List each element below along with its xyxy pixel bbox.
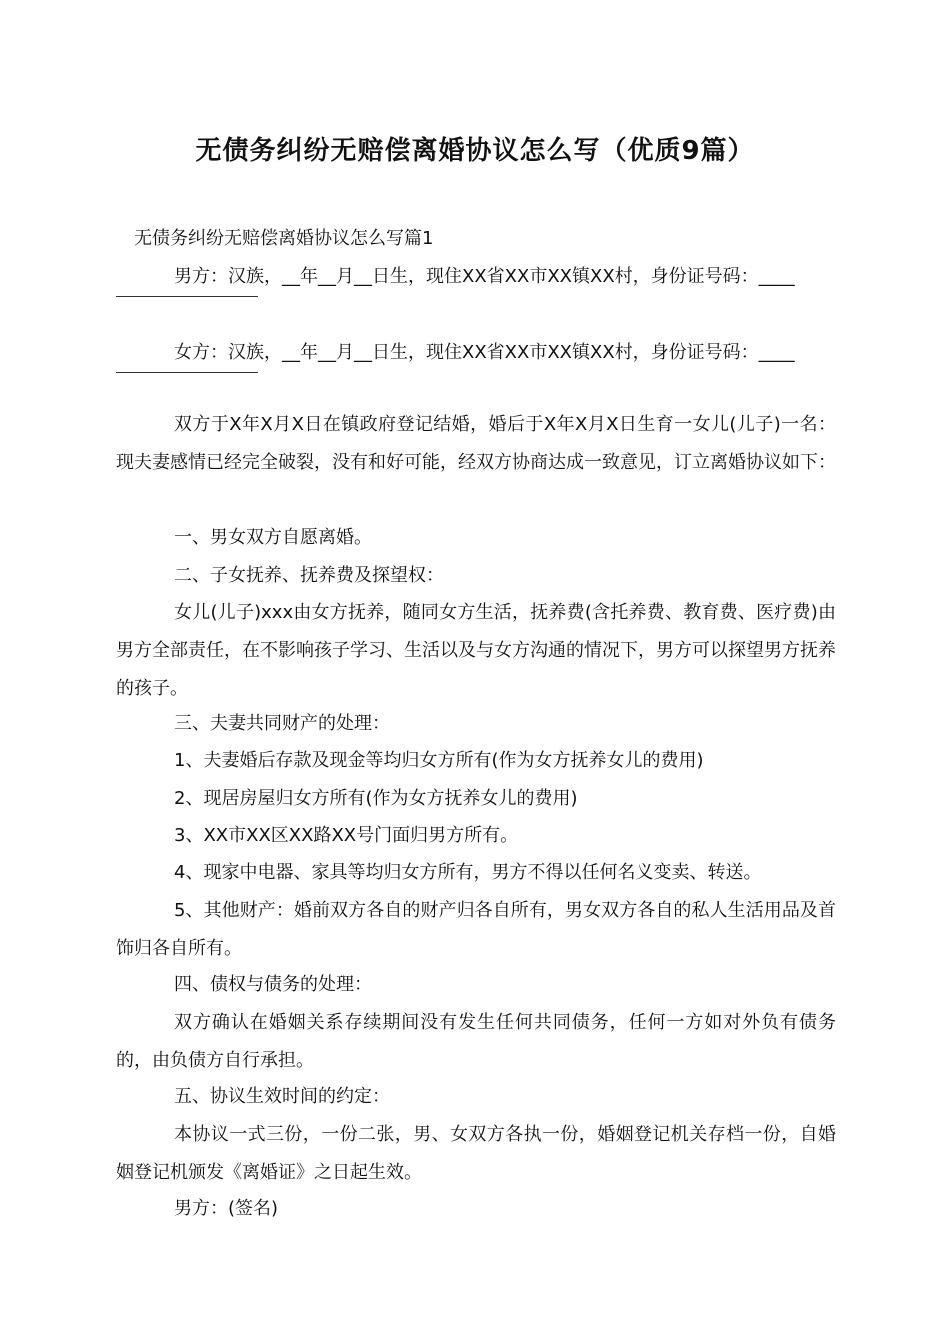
male-info-line: 男方：汉族，__年__月__日生，现住XX省XX市XX镇XX村，身份证号码：____ xyxy=(174,266,795,287)
clause-3-item-2: 2、现居房屋归女方所有(作为女方抚养女儿的费用) xyxy=(174,788,578,809)
clause-1: 一、男女双方自愿离婚。 xyxy=(174,527,372,548)
female-info-block xyxy=(116,334,836,373)
female-id-underline xyxy=(116,372,258,373)
clause-4-body: 双方确认在婚姻关系存续期间没有发生任何共同债务，任何一方如对外负有债务的，由负债方自行承担。 xyxy=(116,1012,836,1071)
clause-5-heading: 五、协议生效时间的约定： xyxy=(174,1086,390,1107)
female-info-line: 女方：汉族，__年__月__日生，现住XX省XX市XX镇XX村，身份证号码：____ xyxy=(174,342,795,363)
clause-5-body: 本协议一式三份，一份二张，男、女双方各执一份，婚姻登记机关存档一份，自婚姻登记机颁发《离婚证》之日起生效。 xyxy=(116,1124,836,1183)
clause-3-item-1: 1、夫妻婚后存款及现金等均归女方所有(作为女方抚养女儿的费用) xyxy=(174,750,704,771)
clause-2-body: 女儿(儿子)xxx由女方抚养，随同女方生活，抚养费(含托养费、教育费、医疗费)由男方全部责任，在不影响孩子学习、生活以及与女方沟通的情况下，男方可以探望男方抚养的孩子。 xyxy=(116,602,836,699)
clause-3-heading: 三、夫妻共同财产的处理： xyxy=(174,713,390,734)
male-id-underline xyxy=(116,296,258,297)
document-title: 无债务纠纷无赔偿离婚协议怎么写（优质9篇） xyxy=(195,136,755,166)
intro-paragraph: 双方于X年X月X日在镇政府登记结婚，婚后于X年X月X日生育一女儿(儿子)一名：现夫妻感情已经完全破裂，没有和好可能，经双方协商达成一致意见，订立离婚协议如下： xyxy=(116,414,836,473)
section-subtitle: 无债务纠纷无赔偿离婚协议怎么写篇1 xyxy=(134,228,434,249)
signature-line: 男方：(签名) xyxy=(174,1198,279,1219)
clause-3-item-4: 4、现家中电器、家具等均归女方所有，男方不得以任何名义变卖、转送。 xyxy=(174,862,762,883)
clause-2-heading: 二、子女抚养、抚养费及探望权： xyxy=(174,565,444,586)
clause-4-heading: 四、债权与债务的处理： xyxy=(174,974,372,995)
clause-3-item-3: 3、XX市XX区XX路XX号门面归男方所有。 xyxy=(174,825,519,846)
clause-3-item-5: 5、其他财产：婚前双方各自的财产归各自所有，男女双方各自的私人生活用品及首饰归各自所有。 xyxy=(116,900,836,959)
male-info-block xyxy=(116,258,836,297)
